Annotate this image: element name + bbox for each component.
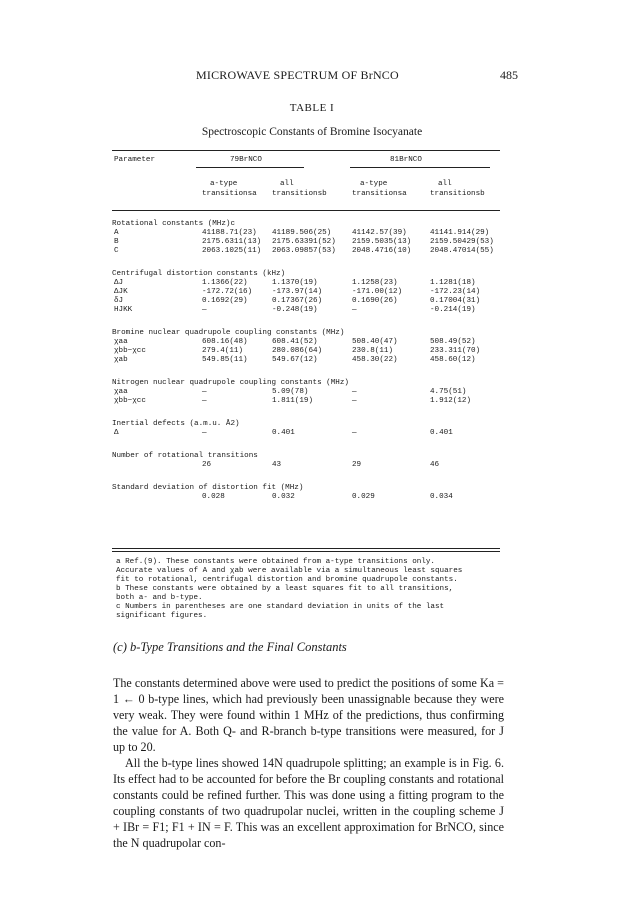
col-type-0: a-type: [210, 180, 238, 188]
cell-value: 279.4(11): [202, 347, 244, 355]
cell-value: 5.09(78): [272, 388, 309, 396]
cell-value: 0.401: [272, 429, 295, 437]
row-label: A: [114, 229, 119, 237]
table-bottom-rule-2: [112, 551, 500, 552]
cell-value: —: [352, 306, 357, 314]
table-label: TABLE I: [289, 102, 335, 114]
page-number: 485: [500, 68, 518, 82]
section-heading: (c) b-Type Transitions and the Final Constants: [113, 640, 347, 654]
col-type-1: all: [280, 180, 294, 188]
cell-value: 41141.914(29): [430, 229, 490, 237]
group-title: Bromine nuclear quadrupole coupling constants (MHz): [112, 329, 345, 337]
cell-value: 458.30(22): [352, 356, 398, 364]
paragraph-2: All the b-type lines showed 14N quadrupole splitting; an example is in Fig. 6. Its effect had to be accounted for before the Br coupling constants and rotational constants could be refined further. This was done using a fitting program to the coupling constants of two quadrupolar nuclei, written in the coupling scheme J + IBr = F1; F1 + IN = F. This was an excellent approximation for BrNCO, since the N quadrupolar con-: [113, 756, 504, 850]
row-label: χaa: [114, 388, 128, 396]
cell-value: 2048.4716(10): [352, 247, 412, 255]
iso-81-rule: [350, 167, 490, 168]
cell-value: 549.85(11): [202, 356, 248, 364]
cell-value: -173.97(14): [272, 288, 323, 296]
cell-value: 2159.5035(13): [352, 238, 412, 246]
group-title: Nitrogen nuclear quadrupole coupling constants (MHz): [112, 379, 349, 387]
group-title: Number of rotational transitions: [112, 452, 258, 460]
iso-79-rule: [196, 167, 304, 168]
cell-value: 230.8(11): [352, 347, 394, 355]
col-sub-1: transitionsb: [272, 190, 327, 198]
cell-value: 1.1370(19): [272, 279, 318, 287]
cell-value: 1.1258(23): [352, 279, 398, 287]
group-title: Centrifugal distortion constants (kHz): [112, 270, 286, 278]
cell-value: 608.41(52): [272, 338, 318, 346]
running-title: MICROWAVE SPECTRUM OF BrNCO: [196, 68, 399, 82]
body-text: [113, 675, 504, 851]
footnote-line: significant figures.: [116, 612, 208, 620]
cell-value: 1.1366(22): [202, 279, 248, 287]
paragraph-1: The constants determined above were used to predict the positions of some Ka = 1 ← 0 b-type lines, which had previously been unassignable because they were very weak. They were found within 1 MHz of the predictions, thus confirming the value for A. Both Q- and R-branch b-type transitions were measured, for J up to 20.: [113, 676, 504, 754]
row-label: HJKK: [114, 306, 133, 314]
cell-value: 41189.506(25): [272, 229, 332, 237]
cell-value: 2159.50429(53): [430, 238, 494, 246]
cell-value: 0.034: [430, 493, 453, 501]
cell-value: -0.214(19): [430, 306, 476, 314]
group-title: Inertial defects (a.m.u. Å2): [112, 420, 240, 428]
cell-value: 458.60(12): [430, 356, 476, 364]
cell-value: 26: [202, 461, 212, 469]
cell-value: —: [202, 306, 207, 314]
row-label: δJ: [114, 297, 124, 305]
cell-value: 0.032: [272, 493, 295, 501]
footnote-line: both a- and b-type.: [116, 594, 203, 602]
table-caption: Spectroscopic Constants of Bromine Isocyanate: [201, 126, 423, 138]
cell-value: 2063.1025(11): [202, 247, 262, 255]
table-top-rule: [112, 150, 500, 151]
cell-value: 508.40(47): [352, 338, 398, 346]
cell-value: 608.16(48): [202, 338, 248, 346]
cell-value: -0.248(19): [272, 306, 318, 314]
col-sub-3: transitionsb: [430, 190, 485, 198]
col-type-3: all: [438, 180, 452, 188]
iso-header-81: 81BrNCO: [390, 156, 422, 164]
cell-value: 1.811(19): [272, 397, 314, 405]
row-label: ΔJK: [114, 288, 128, 296]
cell-value: 41188.71(23): [202, 229, 257, 237]
col-sub-0: transitionsa: [202, 190, 257, 198]
row-label: ΔJ: [114, 279, 124, 287]
cell-value: —: [202, 388, 207, 396]
cell-value: 0.17367(26): [272, 297, 323, 305]
cell-value: —: [352, 388, 357, 396]
table-bottom-rule: [112, 548, 500, 549]
row-label: B: [114, 238, 119, 246]
cell-value: 4.75(51): [430, 388, 467, 396]
col-sub-2: transitionsa: [352, 190, 407, 198]
group-title: Rotational constants (MHz)c: [112, 220, 236, 228]
cell-value: 46: [430, 461, 440, 469]
cell-value: 43: [272, 461, 282, 469]
cell-value: 233.311(70): [430, 347, 481, 355]
cell-value: -172.72(16): [202, 288, 253, 296]
cell-value: -172.23(14): [430, 288, 481, 296]
cell-value: 0.1690(26): [352, 297, 398, 305]
cell-value: 2048.47014(55): [430, 247, 494, 255]
cell-value: 1.912(12): [430, 397, 472, 405]
cell-value: —: [202, 429, 207, 437]
row-label: C: [114, 247, 119, 255]
cell-value: 549.67(12): [272, 356, 318, 364]
footnote-line: a Ref.(9). These constants were obtained from a-type transitions only.: [116, 558, 435, 566]
row-label: χaa: [114, 338, 128, 346]
cell-value: 0.17004(31): [430, 297, 481, 305]
param-header: Parameter: [114, 156, 156, 164]
cell-value: 41142.57(39): [352, 229, 407, 237]
col-type-2: a-type: [360, 180, 388, 188]
group-title: Standard deviation of distortion fit (MHz): [112, 484, 304, 492]
cell-value: —: [352, 397, 357, 405]
cell-value: 280.086(64): [272, 347, 323, 355]
cell-value: 2063.09857(53): [272, 247, 336, 255]
row-label: χab: [114, 356, 128, 364]
row-label: Δ: [114, 429, 119, 437]
footnote-line: Accurate values of A and χab were available via a simultaneous least squares: [116, 567, 463, 575]
row-label: χbb−χcc: [114, 347, 146, 355]
cell-value: —: [202, 397, 207, 405]
cell-value: 0.028: [202, 493, 225, 501]
row-label: χbb−χcc: [114, 397, 146, 405]
cell-value: 1.1281(18): [430, 279, 476, 287]
footnote-line: fit to rotational, centrifugal distortion and bromine quadrupole constants.: [116, 576, 458, 584]
cell-value: 2175.63391(52): [272, 238, 336, 246]
running-head: [0, 68, 624, 84]
cell-value: 0.401: [430, 429, 453, 437]
iso-header-79: 79BrNCO: [230, 156, 262, 164]
footnote-line: c Numbers in parentheses are one standard deviation in units of the last: [116, 603, 445, 611]
cell-value: 0.1692(29): [202, 297, 248, 305]
cell-value: 29: [352, 461, 362, 469]
header-bottom-rule: [112, 210, 500, 211]
cell-value: 2175.6311(13): [202, 238, 262, 246]
cell-value: 508.49(52): [430, 338, 476, 346]
cell-value: -171.00(12): [352, 288, 403, 296]
cell-value: —: [352, 429, 357, 437]
footnote-line: b These constants were obtained by a least squares fit to all transitions,: [116, 585, 454, 593]
cell-value: 0.029: [352, 493, 375, 501]
